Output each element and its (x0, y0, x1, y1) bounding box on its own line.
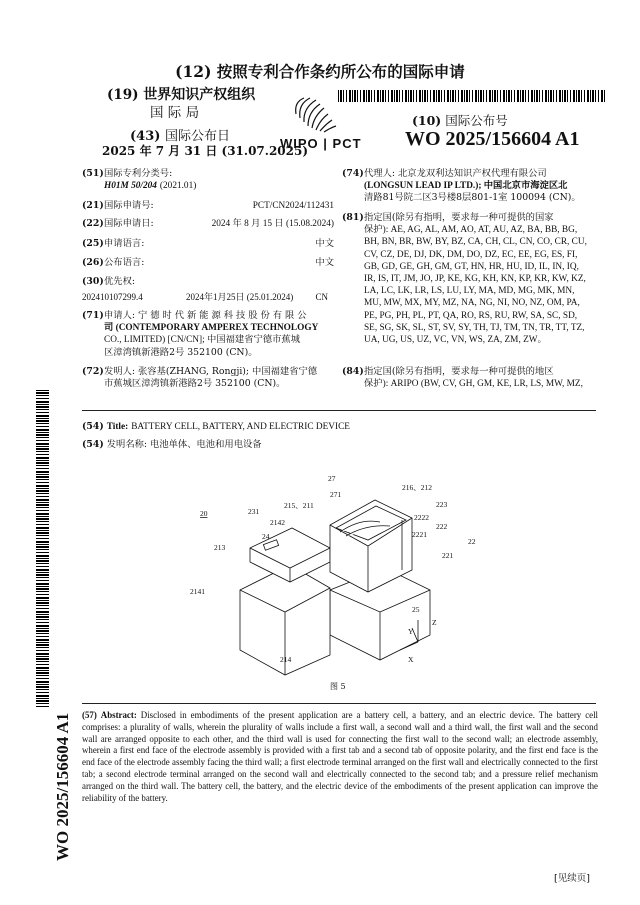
label-2222: 2222 (414, 513, 429, 522)
label-2142: 2142 (270, 518, 285, 527)
designated-states-line: IR, IS, IT, JM, JO, JP, KE, KG, KH, KN, KP, KR, KW, KZ, (364, 274, 586, 285)
org-block: (19) 世界知识产权组织 (107, 87, 256, 103)
title-text: (12) 按照专利合作条约所公布的国际申请 (175, 62, 465, 81)
designated-states-line: UA, UG, US, UZ, VC, VN, WS, ZA, ZM, ZW。 (364, 335, 547, 346)
field-74: (74)代理人: 北京龙双利达知识产权代理有限公司 (LONGSUN LEAD IP LTD.); 中国北京市海淀区北 清路81号院二区3号楼8层801-1室 100094 (CN)。 (342, 168, 581, 204)
field-26: (26)公布语言: 中文 (82, 257, 334, 268)
barcode-top (338, 90, 606, 102)
divider-1 (82, 410, 596, 411)
designated-states-line: GB, GD, GE, GH, GM, GT, HN, HR, HU, ID, IL, IN, IQ, (364, 261, 579, 272)
field-72: (72)发明人: 张容基(ZHANG, Rongji); 中国福建省宁德 市蕉城区漳湾镇新港路2号 352100 (CN)。 (82, 366, 318, 390)
field-25: (25)申请语言: 中文 (82, 238, 334, 249)
label-222: 222 (436, 522, 448, 531)
designated-states-line: PE, PG, PH, PL, PT, QA, RO, RS, RU, RW, SA, SC, SD, (364, 310, 578, 321)
label-27: 27 (328, 474, 336, 483)
pub-date-label-row: (43) 国际公布日 (130, 129, 230, 144)
figure-caption: 图 5 (330, 682, 346, 691)
side-pub-number: WO 2025/156604 A1 (53, 712, 72, 861)
org-name: 世界知识产权组织 (143, 87, 256, 103)
barcode-side (36, 390, 49, 708)
designated-states-line: BH, BN, BR, BW, BY, BZ, CA, CH, CL, CN, CO, CR, CU, (364, 237, 587, 248)
title-en: BATTERY CELL, BATTERY, AND ELECTRIC DEVICE (131, 422, 350, 432)
label-25: 25 (412, 605, 420, 614)
field-21: (21)国际申请号: PCT/CN2024/112431 (82, 200, 334, 211)
pub-date: 2025 年 7 月 31 日 (31.07.2025) (102, 144, 309, 158)
field-84: (84)指定国(除另有指明，要求每一种可提供的地区 保护): ARIPO (BW, CV, GH, GM, KE, LR, LS, MW, MZ, (342, 366, 583, 390)
battery-cell-drawing (180, 470, 480, 695)
label-223: 223 (436, 500, 448, 509)
label-221: 221 (442, 551, 454, 560)
label-271: 271 (330, 490, 342, 499)
continued-note: [见续页] (554, 873, 590, 884)
designated-states-list (342, 236, 598, 346)
label-24: 24 (262, 532, 270, 541)
document-title (0, 60, 640, 82)
field-71: (71)申请人: 宁 德 时 代 新 能 源 科 技 股 份 有 限 公 司 (CONTEMPORARY AMPEREX TECHNOLOGY CO., LIMITED) [CN/CN]; 中国福建省宁德市蕉城 区漳湾镇新港路2号 352100 (CN)。 (82, 310, 319, 358)
title-zh: 电池单体、电池和用电设备 (150, 439, 262, 450)
label-2141: 2141 (190, 587, 205, 596)
abstract: (57) Abstract: Disclosed in embodiments of the present application are a battery cell, a battery, and an electric device. The battery cell comprises: a plurality of walls, wherein the plurality of walls include a first wall, a second wall and a third wall, the first wall and the second wall are arranged opposite to each other, and the third wall is used for connecting the first wall to the second wall; an electrode assembly, wherein a first end face of the electrode assembly is provided with a first tab and a second tab of opposite polarity, and the first end face is the end face of the electrode assembly facing the third wall; a first electrode terminal arranged on the first wall and electrically connected to the first tab; a second electrode terminal arranged on the second wall and electrically connected to the second tab; and a pressure relief mechanism arranged on the third wall. The battery cell, the battery, and the electric device of the embodiments of the present application can improve the reliability of the battery. (82, 710, 599, 803)
designated-states-line: LA, LC, LK, LR, LS, LU, LY, MA, MD, MG, MK, MN, (364, 286, 575, 297)
designated-states-line: MU, MW, MX, MY, MZ, NA, NG, NI, NO, NZ, OM, PA, (364, 298, 580, 309)
label-215-211: 215、211 (284, 501, 314, 510)
axis-x-label: X (408, 655, 414, 664)
pub-no-label-row: (10) 国际公布号 (412, 113, 508, 128)
label-22: 22 (468, 537, 476, 546)
priority-row: 202410107299.4 2024年1月25日 (25.01.2024) CN (82, 292, 328, 302)
patent-figure (180, 470, 480, 695)
label-216-212: 216、212 (402, 483, 432, 492)
divider-2 (82, 703, 596, 704)
pub-number: WO 2025/156604 A1 (405, 128, 580, 150)
abstract-text: Disclosed in embodiments of the present application are a battery cell, a battery, and an electric device. The battery cell comprises: a plurality of walls, wherein the plurality of walls include a first wall, a second wall and a third wall, the first wall and the second wall are arranged opposite to each other, and the third wall is used for connecting the first wall to the second wall; an electrode assembly, wherein a first end face of the electrode assembly is provided with a first tab and a second tab of opposite polarity, and the first end face is the end face of the electrode assembly facing the third wall; a first electrode terminal arranged on the first wall and electrically connected to the first tab; a second electrode terminal arranged on the second wall and electrically connected to the second tab; and a pressure relief mechanism arranged on the third wall. The battery cell, the battery, and the electric device of the embodiments of the present application can improve the reliability of the battery. (82, 710, 599, 803)
org-sub: 国 际 局 (150, 105, 200, 121)
label-213: 213 (214, 543, 226, 552)
field-22: (22)国际申请日: 2024 年 8 月 15 日 (15.08.2024) (82, 218, 334, 229)
field-81: (81)指定国(除另有指明，要求每一种可提供的国家 保护): AE, AG, AL, AM, AO, AT, AU, AZ, BA, BB, BG, BH, BN, BR, BW, BY, BZ, CA, CH, CL, CN, CO, CR, CU, CV, CZ, DE, DJ, DK, DM, DO, DZ, EC, EE, EG, ES, FI, GB, GD, GE, GH, GM, GT, HN, HR, HU, ID, IL, IN, IQ, IR, IS, IT, JM, JO, JP, KE, KG, KH, KN, KP, KR, KW, KZ, LA, LC, LK, LR, LS, LU, LY, MA, MD, MG, MK, MN, MU, MW, MX, MY, MZ, NA, NG, NI, NO, NZ, OM, PA, PE, PG, PH, PL, PT, QA, RO, RS, RU, RW, SA, SC, SD, SE, SG, SK, SL, ST, SV, SY, TH, TJ, TM, TN, TR, TT, TZ, UA, UG, US, UZ, VC, VN, WS, ZA, ZM, ZW。 (342, 212, 598, 346)
label-20: 20 (200, 509, 208, 518)
field-30: (30)优先权: (82, 276, 136, 287)
field-51: (51)国际专利分类号: H01M 50/204 (2021.01) (82, 168, 197, 192)
axis-y-label: Y (408, 627, 414, 636)
label-2221: 2221 (412, 530, 427, 539)
title-en-row: (54) Title: BATTERY CELL, BATTERY, AND ELECTRIC DEVICE (82, 421, 350, 432)
title-zh-row: (54) 发明名称: 电池单体、电池和用电设备 (82, 439, 262, 450)
wipo-logo-text: WIPO | PCT (280, 136, 362, 151)
designated-states-line: CV, CZ, DE, DJ, DK, DM, DO, DZ, EC, EE, EG, ES, FI, (364, 249, 578, 260)
label-214: 214 (280, 655, 292, 664)
designated-states-line: SE, SG, SK, SL, ST, SV, SY, TH, TJ, TM, TN, TR, TT, TZ, (364, 322, 585, 333)
axis-z-label: Z (432, 618, 437, 627)
label-231: 231 (248, 507, 260, 516)
